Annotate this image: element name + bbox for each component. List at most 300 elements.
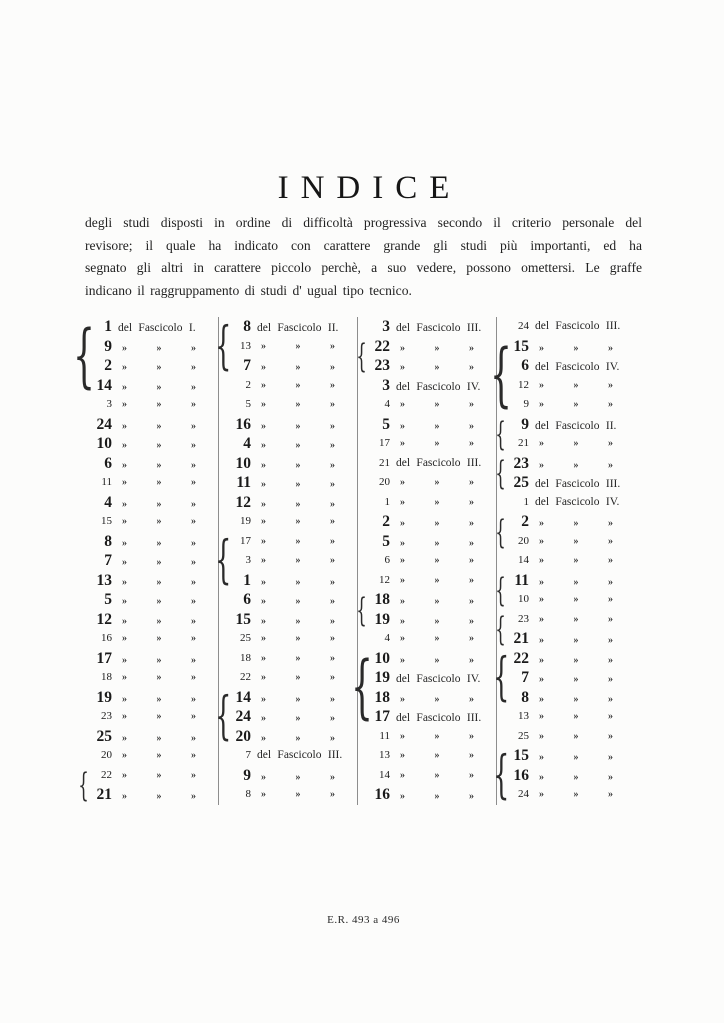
ditto-mark: » [191,596,196,607]
index-row [219,571,357,591]
ditto-mark: » [261,596,266,607]
ditto-mark: » [261,615,266,627]
ditto-mark: » [191,420,196,432]
index-row [497,454,643,474]
ditto-mark: » [434,477,440,488]
study-number: 9 [104,337,112,355]
ditto-mark: » [191,362,196,373]
ditto-mark: » [573,613,579,625]
ditto-mark: » [400,791,405,802]
ditto-mark: » [330,771,335,783]
ditto-mark: » [573,576,579,588]
ditto-mark: » [261,379,266,391]
index-row [219,629,357,649]
index-row [497,532,643,552]
study-number: 8 [521,688,529,706]
ditto-mark: » [539,459,544,471]
index-row [219,317,357,337]
index-row [358,532,496,552]
ditto-mark: » [608,635,613,646]
ditto-marks [539,590,613,610]
study-number: 20 [101,749,112,761]
brace-glyph: { [78,765,90,804]
ditto-marks [400,395,474,415]
ditto-mark: » [156,381,162,393]
study-number: 25 [518,729,529,742]
ditto-mark: » [330,379,335,391]
ditto-mark: » [330,535,335,547]
index-row [80,688,218,708]
ditto-marks [261,376,335,396]
ditto-mark: » [261,399,266,410]
ditto-mark: » [469,518,474,529]
index-row [497,629,643,649]
ditto-mark: » [573,752,579,763]
study-number: 17 [374,708,390,725]
index-row [358,766,496,786]
fascicolo-label: del Fascicolo II. [535,419,617,432]
ditto-mark: » [156,498,162,510]
study-number: 25 [240,632,251,644]
ditto-mark: » [156,633,162,644]
ditto-mark: » [469,769,474,781]
study-number: 18 [240,651,251,664]
index-row [219,493,357,513]
study-number: 6 [521,357,529,374]
index-row [358,493,496,513]
study-number: 14 [235,688,251,706]
index-row [219,512,357,532]
index-row [219,649,357,669]
ditto-mark: » [191,791,196,802]
index-row [80,473,218,493]
ditto-marks [400,746,474,766]
ditto-mark: » [608,654,613,666]
study-number: 7 [104,552,112,569]
study-number: 2 [104,357,112,374]
study-number: 11 [101,476,112,488]
ditto-mark: » [400,477,405,488]
study-number: 25 [513,474,529,491]
ditto-mark: » [539,752,544,763]
index-row [358,454,496,474]
ditto-marks [400,787,474,807]
index-row [80,376,218,396]
study-number: 3 [245,554,251,566]
index-row [497,688,643,708]
ditto-mark: » [330,713,335,724]
brace-glyph: { [214,687,232,746]
ditto-marks [122,473,196,493]
study-number: 19 [96,688,112,706]
index-row [497,649,643,669]
index-row [80,356,218,376]
index-row [497,395,643,415]
ditto-marks [400,727,474,747]
ditto-mark: » [434,399,440,410]
ditto-mark: » [261,713,266,724]
ditto-mark: » [191,654,196,666]
index-row [358,688,496,708]
index-row [80,532,218,552]
ditto-mark: » [261,576,266,588]
ditto-mark: » [573,379,579,391]
fascicolo-label: del Fascicolo I. [118,322,196,334]
study-number: 13 [96,571,112,589]
study-number: 10 [518,593,529,605]
ditto-mark: » [156,399,162,410]
ditto-mark: » [330,633,335,644]
ditto-mark: » [122,381,127,393]
study-number: 6 [243,591,251,608]
study-number: 19 [240,515,251,527]
ditto-mark: » [539,555,544,566]
ditto-mark: » [156,672,162,683]
ditto-mark: » [400,596,405,607]
ditto-mark: » [434,574,440,586]
study-number: 21 [518,437,529,449]
ditto-mark: » [122,615,127,627]
study-number: 20 [235,727,251,745]
index-row [358,376,496,396]
ditto-mark: » [573,693,579,705]
ditto-mark: » [469,596,474,607]
ditto-mark: » [295,399,301,410]
study-number: 22 [513,649,529,667]
index-row [497,727,643,747]
study-number: 8 [243,318,251,335]
ditto-mark: » [122,420,127,432]
ditto-mark: » [539,576,544,588]
study-number: 12 [96,610,112,628]
ditto-mark: » [400,574,405,586]
ditto-marks [400,690,474,710]
ditto-marks [122,592,196,612]
ditto-mark: » [261,459,266,471]
ditto-mark: » [608,594,613,605]
ditto-marks [122,358,196,378]
study-number: 20 [518,534,529,547]
index-row [497,551,643,571]
index-row [358,785,496,805]
index-row [219,337,357,357]
ditto-mark: » [191,615,196,627]
ditto-mark: » [122,633,127,644]
study-number: 23 [374,357,390,374]
index-row [219,766,357,786]
study-number: 4 [104,493,112,511]
ditto-mark: » [469,693,474,705]
ditto-mark: » [469,615,474,627]
ditto-mark: » [122,711,127,722]
ditto-mark: » [330,693,335,705]
ditto-marks [261,551,335,571]
ditto-mark: » [434,420,440,432]
brace-glyph: { [495,414,507,453]
ditto-mark: » [156,516,162,527]
ditto-mark: » [573,342,579,354]
ditto-mark: » [539,399,544,410]
index-row [219,454,357,474]
study-number: 12 [379,573,390,586]
ditto-mark: » [295,516,301,527]
ditto-marks [261,475,335,495]
study-number: 5 [382,415,390,433]
study-number: 2 [245,378,251,391]
brace-glyph: { [73,315,95,396]
index-row [219,610,357,630]
brace-glyph: { [492,648,510,707]
index-row [497,571,643,591]
ditto-marks [400,651,474,671]
ditto-mark: » [156,732,162,744]
ditto-mark: » [469,633,474,644]
index-row [358,512,496,532]
index-row [358,629,496,649]
ditto-mark: » [191,342,196,354]
study-number: 1 [243,571,251,589]
brace-glyph: { [492,745,510,805]
study-number: 22 [240,671,251,683]
ditto-mark: » [573,635,579,646]
ditto-mark: » [608,693,613,705]
ditto-mark: » [156,537,162,549]
index-row [497,415,643,435]
ditto-marks [122,668,196,688]
study-number: 23 [518,612,529,625]
ditto-marks [539,670,613,690]
study-number: 22 [374,337,390,355]
ditto-mark: » [539,654,544,666]
index-row [497,590,643,610]
ditto-marks [122,573,196,593]
ditto-marks [122,395,196,415]
brace-glyph: { [495,511,507,551]
study-number: 3 [382,318,390,335]
index-row [497,746,643,766]
ditto-mark: » [469,555,474,566]
ditto-mark: » [191,399,196,410]
ditto-mark: » [469,420,474,432]
ditto-mark: » [400,438,405,449]
ditto-marks [122,339,196,359]
ditto-marks [539,339,613,359]
ditto-mark: » [539,771,544,783]
ditto-mark: » [295,732,301,744]
ditto-marks [261,573,335,593]
index-row [219,395,357,415]
ditto-mark: » [330,498,335,510]
ditto-mark: » [122,750,127,761]
index-column-4 [490,317,643,805]
ditto-mark: » [573,771,579,783]
brace-glyph: { [490,335,512,415]
ditto-mark: » [330,672,335,683]
ditto-mark: » [122,596,127,607]
index-row [80,629,218,649]
index-row [219,590,357,610]
index-row [80,668,218,688]
ditto-mark: » [261,498,266,510]
ditto-mark: » [295,440,301,451]
index-row [219,785,357,805]
ditto-mark: » [191,711,196,722]
ditto-mark: » [295,672,301,683]
index-row [497,610,643,630]
index-row [497,493,643,513]
index-column-2 [214,316,358,805]
brace-glyph: { [351,647,373,727]
intro-line: revisore; il quale ha indicato con carattere grande gli studi più importanti, ed ha [85,237,642,253]
ditto-marks [539,395,613,415]
index-row [80,434,218,454]
ditto-marks [539,456,613,476]
ditto-marks [122,553,196,573]
ditto-mark: » [469,496,474,508]
ditto-mark: » [434,596,440,607]
study-number: 7 [245,749,251,761]
ditto-mark: » [469,730,474,742]
study-number: 21 [379,456,390,469]
index-row [219,434,357,454]
ditto-mark: » [434,693,440,705]
study-number: 3 [382,376,390,394]
study-number: 10 [374,649,390,667]
ditto-mark: » [608,535,613,547]
index-row [358,337,496,357]
ditto-mark: » [539,789,544,800]
ditto-mark: » [295,633,301,644]
index-row [80,337,218,357]
ditto-marks [400,339,474,359]
ditto-mark: » [469,654,474,666]
ditto-mark: » [330,652,335,664]
ditto-mark: » [330,479,335,490]
ditto-mark: » [191,477,196,488]
ditto-mark: » [539,535,544,547]
ditto-mark: » [122,769,127,781]
ditto-mark: » [539,594,544,605]
study-number: 14 [518,554,529,566]
study-number: 21 [96,786,112,803]
index-row [80,512,218,532]
ditto-mark: » [261,732,266,744]
ditto-mark: » [400,537,405,549]
study-number: 8 [104,532,112,550]
ditto-marks [122,629,196,649]
study-number: 15 [513,747,529,764]
ditto-mark: » [608,752,613,763]
ditto-mark: » [156,711,162,722]
ditto-marks [400,473,474,493]
ditto-mark: » [400,693,405,705]
ditto-mark: » [122,362,127,373]
study-number: 10 [235,454,251,472]
index-row [358,707,496,727]
ditto-mark: » [573,459,579,471]
ditto-marks [400,434,474,454]
study-number: 12 [518,378,529,391]
ditto-mark: » [191,459,196,471]
index-row [358,649,496,669]
index-row [219,688,357,708]
ditto-mark: » [573,711,579,722]
study-number: 21 [513,630,529,647]
ditto-mark: » [400,633,405,644]
brace-glyph: { [214,531,232,590]
brace-glyph: { [495,570,507,609]
ditto-mark: » [539,711,544,722]
study-number: 16 [235,415,251,433]
ditto-mark: » [608,459,613,471]
index-row [219,707,357,727]
ditto-mark: » [573,789,579,800]
ditto-mark: » [469,477,474,488]
ditto-mark: » [539,730,544,742]
index-row [80,571,218,591]
ditto-mark: » [261,420,266,432]
study-number: 10 [96,435,112,452]
study-number: 19 [374,669,390,686]
study-number: 1 [104,318,112,335]
study-number: 18 [101,671,112,683]
index-row [358,668,496,688]
ditto-mark: » [295,340,301,352]
fascicolo-label: del Fascicolo III. [257,749,343,761]
ditto-mark: » [122,732,127,744]
index-table [73,315,643,805]
index-row [497,434,643,454]
ditto-mark: » [434,769,440,781]
ditto-mark: » [400,518,405,529]
index-row [80,649,218,669]
ditto-mark: » [434,615,440,627]
index-row [358,610,496,630]
ditto-mark: » [608,555,613,566]
ditto-mark: » [434,496,440,508]
ditto-marks [261,456,335,476]
ditto-mark: » [330,420,335,432]
ditto-mark: » [122,791,127,802]
ditto-marks [539,748,613,768]
study-number: 20 [379,476,390,488]
index-row [219,415,357,435]
study-number: 5 [245,398,251,410]
index-row [219,532,357,552]
ditto-mark: » [330,555,335,566]
index-row [80,590,218,610]
ditto-mark: » [469,574,474,586]
study-number: 25 [96,727,112,745]
index-row [80,493,218,513]
study-number: 4 [243,435,251,452]
ditto-marks [261,649,335,669]
ditto-mark: » [434,518,440,529]
study-number: 9 [523,398,529,410]
ditto-marks [400,551,474,571]
ditto-mark: » [539,693,544,705]
study-number: 14 [379,768,390,781]
ditto-mark: » [156,654,162,666]
intro-line: degli studi disposti in ordine di difficoltà progressiva secondo il criterio personale del [85,215,642,230]
ditto-mark: » [122,342,127,354]
ditto-marks [539,707,613,727]
ditto-mark: » [330,516,335,527]
ditto-mark: » [400,555,405,566]
ditto-mark: » [261,340,266,352]
study-number: 17 [96,649,112,667]
ditto-mark: » [400,654,405,666]
